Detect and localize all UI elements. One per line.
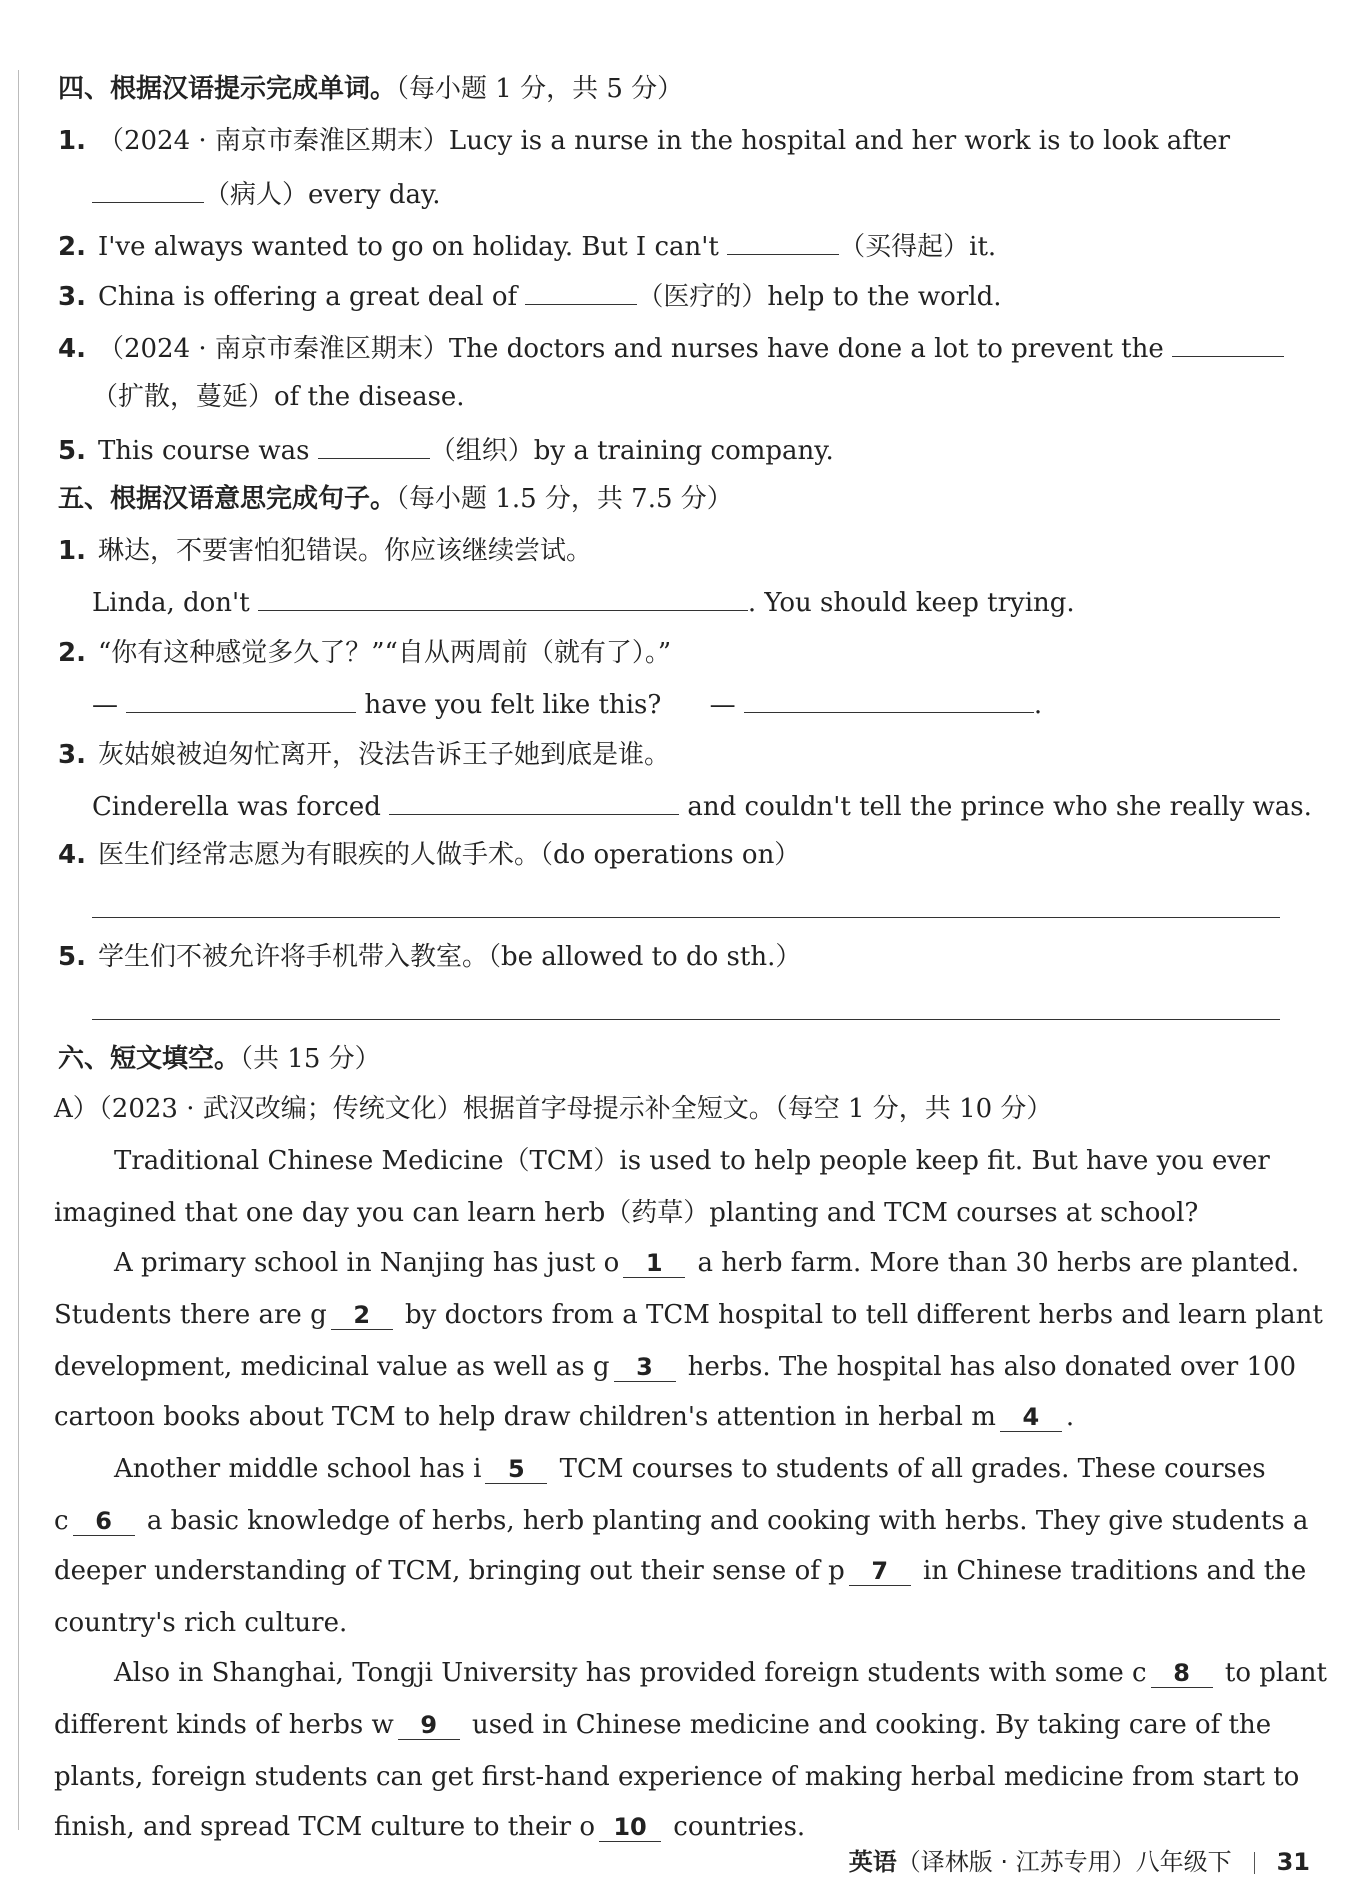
footer-edition: （译林版 · 江苏专用）八年级下 [896,1848,1232,1876]
passage-line: finish, and spread TCM culture to their o 10 countries. [54,1812,806,1842]
blank-1[interactable]: 1 [623,1249,685,1278]
passage-line: Traditional Chinese Medicine（TCM）is used to help people keep fit. But have you ever [114,1146,1270,1176]
section5-heading: 五、根据汉语意思完成句子。（每小题 1.5 分，共 7.5 分） [58,484,733,514]
s4-question-2: 2. I've always wanted to go on holiday. But I can't （买得起）it. [58,228,1283,264]
answer-blank[interactable] [318,432,430,459]
section4-heading: 四、根据汉语提示完成单词。（每小题 1 分，共 5 分） [58,74,684,104]
passage-line: A primary school in Nanjing has just o 1 a herb farm. More than 30 herbs are planted. [114,1248,1300,1278]
answer-blank[interactable] [92,176,204,203]
page-number: 31 [1276,1848,1310,1876]
s4-question-3: 3. China is offering a great deal of （医疗的）help to the world. [58,278,1283,314]
blank-5[interactable]: 5 [485,1455,547,1484]
answer-blank[interactable] [525,278,637,305]
passage-line: country's rich culture. [54,1608,348,1638]
passage-line: Also in Shanghai, Tongji University has provided foreign students with some c 8 to plant [114,1658,1327,1688]
answer-line[interactable] [92,917,1280,918]
answer-blank[interactable] [744,686,1034,713]
answer-blank[interactable] [1172,330,1284,357]
section6-heading: 六、短文填空。（共 15 分） [58,1044,381,1074]
blank-6[interactable]: 6 [73,1507,135,1536]
answer-blank[interactable] [389,788,679,815]
passage-line: development, medicinal value as well as g 3 herbs. The hospital has also donated over 100 [54,1352,1297,1382]
blank-9[interactable]: 9 [398,1711,460,1740]
answer-blank[interactable] [258,584,748,611]
s4-question-4-cont: （扩散，蔓延）of the disease. [92,382,465,412]
passage-line: Students there are g 2 by doctors from a TCM hospital to tell different herbs and learn plant [54,1300,1323,1330]
s4-question-1-cont: （病人）every day. [92,176,1317,212]
answer-line[interactable] [92,1019,1280,1020]
s4-question-1: 1. （2024 · 南京市秦淮区期末）Lucy is a nurse in the hospital and her work is to look after [58,126,1231,156]
s4-question-4: 4. （2024 · 南京市秦淮区期末）The doctors and nurses have done a lot to prevent the [58,330,1283,366]
blank-3[interactable]: 3 [614,1353,676,1382]
answer-blank[interactable] [727,228,839,255]
passage-line: plants, foreign students can get first-hand experience of making herbal medicine from start to [54,1762,1300,1792]
page-footer [849,1847,1310,1877]
s5-question-2-answer: — have you felt like this? — . [92,686,1317,722]
s5-question-2: 2. “你有这种感觉多久了？”“自从两周前（就有了）。” [58,638,672,668]
s5-question-4: 4. 医生们经常志愿为有眼疾的人做手术。（do operations on） [58,840,801,870]
footer-book: 英语 [848,1848,897,1876]
s5-question-3: 3. 灰姑娘被迫匆忙离开，没法告诉王子她到底是谁。 [58,740,670,770]
s4-question-5: 5. This course was （组织）by a training company. [58,432,1283,468]
blank-7[interactable]: 7 [849,1557,911,1586]
part-a-instruction: A）（2023 · 武汉改编；传统文化）根据首字母提示补全短文。（每空 1 分，共 10 分） [54,1094,1053,1124]
blank-4[interactable]: 4 [1000,1403,1062,1432]
passage-line: imagined that one day you can learn herb（药草）planting and TCM courses at school? [54,1198,1199,1228]
blank-2[interactable]: 2 [331,1301,393,1330]
blank-10[interactable]: 10 [599,1813,661,1842]
passage-line: Another middle school has i 5 TCM courses to students of all grades. These courses [114,1454,1266,1484]
blank-8[interactable]: 8 [1151,1659,1213,1688]
s5-question-1-answer: Linda, don't . You should keep trying. [92,584,1317,620]
s5-question-1: 1. 琳达，不要害怕犯错误。你应该继续尝试。 [58,536,592,566]
s5-question-3-answer: Cinderella was forced and couldn't tell the prince who she really was. [92,788,1317,824]
passage-line: different kinds of herbs w 9 used in Chinese medicine and cooking. By taking care of the [54,1710,1272,1740]
answer-blank[interactable] [126,686,356,713]
passage-line: c 6 a basic knowledge of herbs, herb planting and cooking with herbs. They give students a [54,1506,1309,1536]
footer-divider [1254,1852,1255,1874]
passage-line: deeper understanding of TCM, bringing out their sense of p 7 in Chinese traditions and the [54,1556,1307,1586]
s5-question-5: 5. 学生们不被允许将手机带入教室。（be allowed to do sth.） [58,942,802,972]
margin-line [18,70,19,1830]
passage-line: cartoon books about TCM to help draw children's attention in herbal m 4 . [54,1402,1075,1432]
